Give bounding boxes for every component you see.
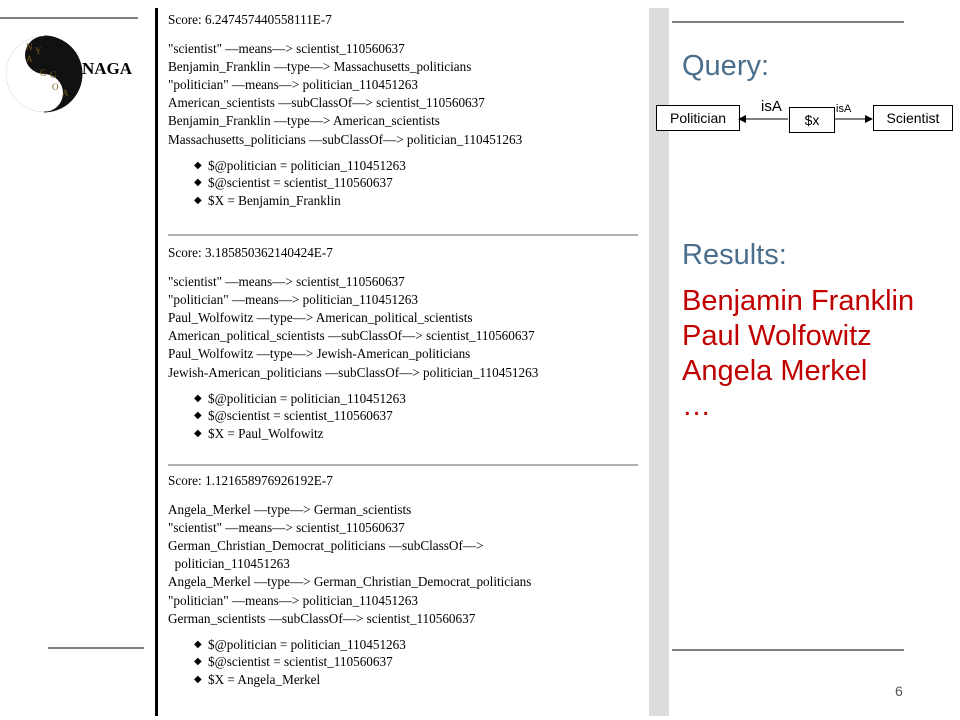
svg-text:N: N bbox=[26, 42, 33, 52]
naga-logo bbox=[4, 32, 144, 116]
result-separator bbox=[168, 234, 638, 236]
result-line: American_scientists —subClassOf—> scientist_110560637 bbox=[168, 95, 485, 111]
result-line: American_political_scientists —subClassOf—> scientist_110560637 bbox=[168, 328, 535, 344]
result-line: Benjamin_Franklin —type—> Massachusetts_politicians bbox=[168, 59, 472, 75]
result-score: Score: 3.185850362140424E-7 bbox=[168, 245, 333, 260]
result-line: Benjamin_Franklin —type—> American_scientists bbox=[168, 113, 440, 129]
binding-item: ◆ $@scientist = scientist_110560637 bbox=[194, 654, 393, 670]
binding-item: ◆ $X = Benjamin_Franklin bbox=[194, 192, 341, 208]
answer-list bbox=[682, 284, 914, 424]
edge-label-isa-right: isA bbox=[836, 103, 852, 115]
binding-item: ◆ $X = Angela_Merkel bbox=[194, 671, 321, 687]
result-separator bbox=[168, 464, 638, 466]
answer-item: … bbox=[682, 390, 711, 422]
screenshot-left-border bbox=[155, 8, 158, 716]
bullet-icon: ◆ bbox=[194, 410, 202, 422]
result-line: "politician" —means—> politician_110451263 bbox=[168, 77, 418, 93]
result-score: Score: 1.121658976926192E-7 bbox=[168, 473, 333, 488]
svg-text:A: A bbox=[62, 88, 69, 98]
query-node-scientist: Scientist bbox=[873, 105, 953, 131]
svg-text:O: O bbox=[52, 82, 59, 92]
result-line: politician_110451263 bbox=[168, 556, 290, 572]
binding-list bbox=[168, 157, 638, 210]
answer-item: Angela Merkel bbox=[682, 355, 868, 387]
binding-item: ◆ $@scientist = scientist_110560637 bbox=[194, 408, 393, 424]
answer-item: Paul Wolfowitz bbox=[682, 320, 872, 352]
query-node-variable: $x bbox=[789, 107, 835, 133]
binding-item: ◆ $@scientist = scientist_110560637 bbox=[194, 175, 393, 191]
result-line: Paul_Wolfowitz —type—> Jewish-American_politicians bbox=[168, 346, 471, 362]
binding-item: ◆ $@politician = politician_110451263 bbox=[194, 390, 406, 406]
bullet-icon: ◆ bbox=[194, 392, 202, 404]
query-node-politician: Politician bbox=[656, 105, 740, 131]
result-line: German_scientists —subClassOf—> scientist_110560637 bbox=[168, 610, 476, 626]
bottom-rule-right bbox=[672, 649, 904, 651]
result-line: Paul_Wolfowitz —type—> American_political_scientists bbox=[168, 310, 473, 326]
result-line: Angela_Merkel —type—> German_scientists bbox=[168, 502, 412, 518]
bullet-icon: ◆ bbox=[194, 177, 202, 189]
top-rule-left bbox=[0, 17, 138, 19]
result-line: Angela_Merkel —type—> German_Christian_Democrat_politicians bbox=[168, 574, 532, 590]
svg-text:G: G bbox=[40, 68, 47, 78]
result-line: Massachusetts_politicians —subClassOf—> politician_110451263 bbox=[168, 131, 523, 147]
result-line: "politician" —means—> politician_110451263 bbox=[168, 292, 418, 308]
result-line: "scientist" —means—> scientist_110560637 bbox=[168, 274, 405, 290]
top-rule-right bbox=[672, 21, 904, 23]
results-heading: Results: bbox=[682, 239, 787, 271]
binding-item: ◆ $@politician = politician_110451263 bbox=[194, 157, 406, 173]
result-score: Score: 6.247457440558111E-7 bbox=[168, 12, 332, 27]
result-block-1 bbox=[168, 11, 638, 209]
bullet-icon: ◆ bbox=[194, 194, 202, 206]
query-heading: Query: bbox=[682, 50, 770, 82]
bullet-icon: ◆ bbox=[194, 656, 202, 668]
query-edges bbox=[738, 105, 874, 135]
binding-item: ◆ $X = Paul_Wolfowitz bbox=[194, 425, 324, 441]
svg-text:A: A bbox=[26, 54, 33, 64]
edge-label-isa-left: isA bbox=[761, 98, 782, 115]
result-block-2 bbox=[168, 244, 638, 442]
result-line: Jewish-American_politicians —subClassOf—> politician_110451263 bbox=[168, 364, 539, 380]
bottom-rule-left bbox=[48, 647, 144, 649]
bullet-icon: ◆ bbox=[194, 159, 202, 171]
result-block-3 bbox=[168, 472, 638, 688]
binding-item: ◆ $@politician = politician_110451263 bbox=[194, 636, 406, 652]
result-line: "scientist" —means—> scientist_110560637 bbox=[168, 41, 405, 57]
bullet-icon: ◆ bbox=[194, 427, 202, 439]
result-line: German_Christian_Democrat_politicians —subClassOf—> bbox=[168, 538, 484, 554]
svg-text:Y: Y bbox=[35, 46, 42, 56]
result-line: "politician" —means—> politician_110451263 bbox=[168, 592, 418, 608]
logo-text: NAGA bbox=[82, 59, 133, 78]
result-line: "scientist" —means—> scientist_110560637 bbox=[168, 520, 405, 536]
svg-text:G: G bbox=[50, 70, 57, 80]
answer-item: Benjamin Franklin bbox=[682, 285, 915, 317]
binding-list bbox=[168, 390, 638, 443]
bullet-icon: ◆ bbox=[194, 638, 202, 650]
bullet-icon: ◆ bbox=[194, 673, 202, 685]
page-number: 6 bbox=[895, 683, 903, 699]
binding-list bbox=[168, 636, 638, 689]
